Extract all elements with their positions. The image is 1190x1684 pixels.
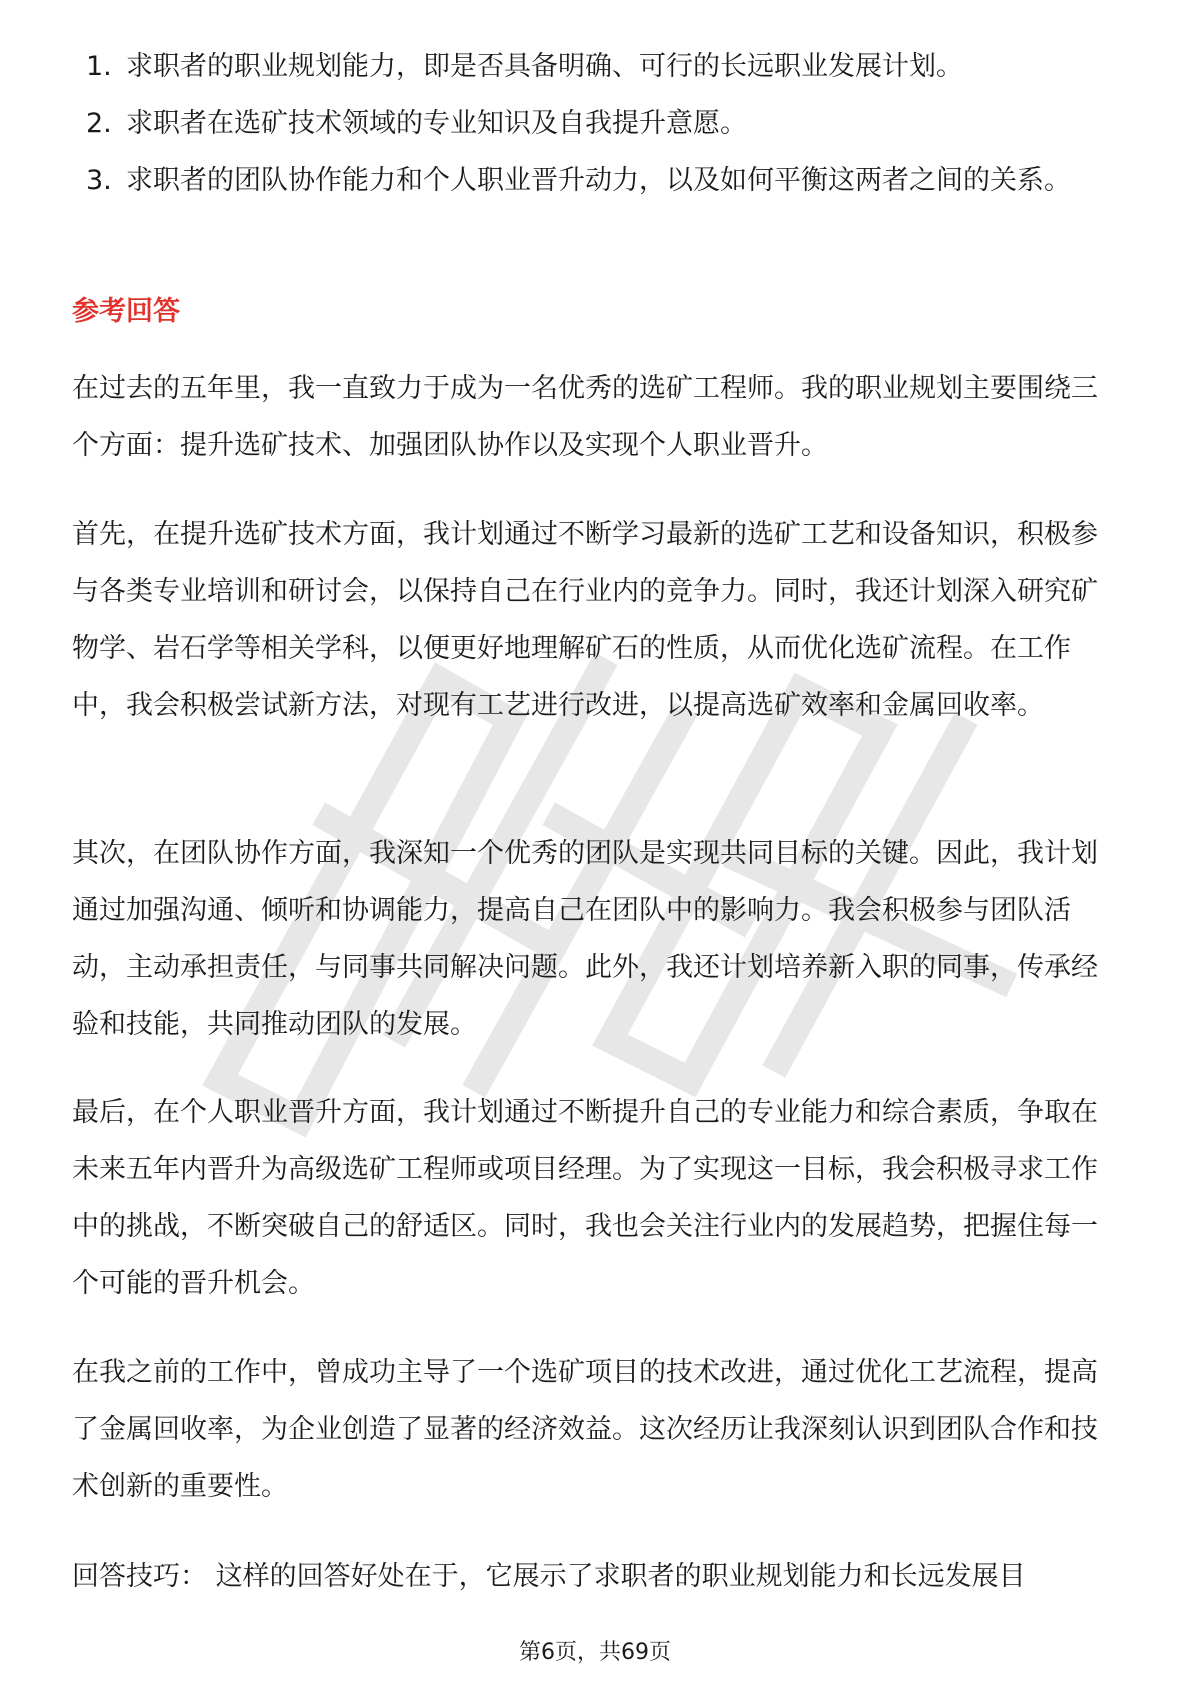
list-item-number: 2. [86,108,112,139]
evaluation-criteria-list [72,38,1112,209]
list-item-text: 求职者在选矿技术领域的专业知识及自我提升意愿。 [126,108,747,139]
answer-paragraph: 其次，在团队协作方面，我深知一个优秀的团队是实现共同目标的关键。因此，我计划通过加强沟通、倾听和协调能力，提高自己在团队中的影响力。我会积极参与团队活动，主动承担责任，与同事共同解决问题。此外，我还计划培养新入职的同事，传承经验和技能，共同推动团队的发展。 [72,838,1098,1040]
answer-paragraph: 首先，在提升选矿技术方面，我计划通过不断学习最新的选矿工艺和设备知识，积极参与各类专业培训和研讨会，以保持自己在行业内的竞争力。同时，我还计划深入研究矿物学、岩石学等相关学科，以便更好地理解矿石的性质，从而优化选矿流程。在工作中，我会积极尝试新方法，对现有工艺进行改进，以提高选矿效率和金属回收率。 [72,519,1098,721]
list-item [72,152,1112,209]
list-item [72,38,1112,95]
list-item-number: 1. [86,51,112,82]
list-item-text: 求职者的职业规划能力，即是否具备明确、可行的长远职业发展计划。 [126,51,963,82]
list-item-number: 3. [86,165,112,196]
section-heading: 参考回答 [72,296,180,327]
page-number-footer: 第6页，共69页 [519,1640,671,1665]
list-item-text: 求职者的团队协作能力和个人职业晋升动力，以及如何平衡这两者之间的关系。 [126,165,1071,196]
answer-paragraph: 在过去的五年里，我一直致力于成为一名优秀的选矿工程师。我的职业规划主要围绕三个方面：提升选矿技术、加强团队协作以及实现个人职业晋升。 [72,373,1098,461]
answer-tip-paragraph: 回答技巧： 这样的回答好处在于，它展示了求职者的职业规划能力和长远发展目 [72,1561,1026,1592]
answer-paragraph: 最后，在个人职业晋升方面，我计划通过不断提升自己的专业能力和综合素质，争取在未来五年内晋升为高级选矿工程师或项目经理。为了实现这一目标，我会积极寻求工作中的挑战，不断突破自己的舒适区。同时，我也会关注行业内的发展趋势，把握住每一个可能的晋升机会。 [72,1097,1098,1299]
list-item [72,95,1112,152]
answer-paragraph: 在我之前的工作中，曾成功主导了一个选矿项目的技术改进，通过优化工艺流程，提高了金属回收率，为企业创造了显著的经济效益。这次经历让我深刻认识到团队合作和技术创新的重要性。 [72,1357,1098,1502]
